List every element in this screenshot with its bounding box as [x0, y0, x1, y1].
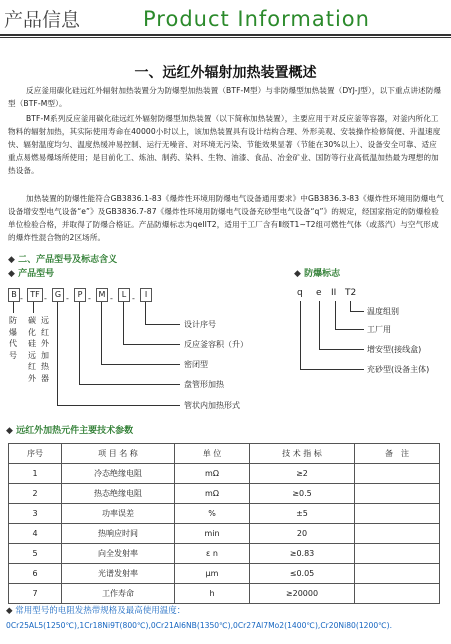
- cell-spec: ≥0.83: [250, 544, 355, 564]
- cell-unit: μm: [175, 564, 250, 584]
- cell-remark: [355, 484, 440, 504]
- model-dash: -: [132, 294, 135, 303]
- table-row: [9, 544, 440, 564]
- header-divider-thin: [0, 37, 451, 38]
- cell-no: 1: [9, 464, 62, 484]
- paragraph-3: 加热装置的防爆性能符合GB3836.1-83《爆炸性环境用防爆电气设备通用要求》中GB3836.3-83《爆炸性环境用防爆电气设备增安型电气设备“e”》及GB3836.7-87《爆炸性环境用防爆电气设备充砂型电气设备“q”》的规定，经国家指定的防爆检验单位检验合格，并取得了防爆合格证。产品防爆标志为qeIIT2，适用于工厂含有Ⅱ级T1~T2组可燃性气体（或蒸汽）与空气形成的爆炸性混合物的2区场所。: [8, 194, 444, 242]
- connector-line: [300, 301, 301, 369]
- explosion-desc-sand-filled: 充砂型(设备主体): [367, 365, 430, 374]
- cell-spec: ≥20000: [250, 584, 355, 604]
- table-row: [9, 584, 440, 604]
- connector-line: [13, 302, 14, 313]
- cell-no: 4: [9, 524, 62, 544]
- model-desc-sealed: 密闭型: [184, 360, 208, 369]
- cell-spec: ≥2: [250, 464, 355, 484]
- cell-item: 向全发射率: [62, 544, 175, 564]
- section-title: 一、远红外辐射加热装置概述: [134, 65, 317, 81]
- paragraph-1: 反应釜用碳化硅远红外辐射加热装置分为防爆型加热装置（BTF-M型）与非防爆型加热装置（DYJ-J型），以下重点讲述防爆型（BTF-M型）。: [8, 86, 442, 108]
- explosion-code-q: q: [297, 288, 303, 298]
- cell-unit: min: [175, 524, 250, 544]
- connector-line: [350, 311, 364, 312]
- table-row: [9, 524, 440, 544]
- cell-no: 5: [9, 544, 62, 564]
- connector-line: [335, 301, 336, 329]
- diamond-icon: ◆: [6, 426, 13, 436]
- connector-line: [300, 369, 364, 370]
- model-box-g: G: [52, 288, 64, 302]
- cell-remark: [355, 544, 440, 564]
- model-head-label: 产品型号: [18, 269, 55, 279]
- table-title-label: 远红外加热元件主要技术参数: [16, 426, 134, 436]
- col-header-no: 序号: [9, 444, 62, 464]
- connector-line: [101, 302, 102, 364]
- connector-line: [350, 301, 351, 311]
- explosion-desc-increased-safety: 增安型(接线盒): [367, 345, 422, 354]
- model-dash: -: [44, 294, 47, 303]
- cell-unit: h: [175, 584, 250, 604]
- model-dash: -: [88, 294, 91, 303]
- explosion-head-label: 防爆标志: [304, 269, 341, 279]
- page-header: [0, 0, 451, 38]
- model-box-p: P: [74, 288, 86, 302]
- cell-spec: ±5: [250, 504, 355, 524]
- connector-line: [33, 302, 34, 313]
- model-dash: -: [110, 294, 113, 303]
- explosion-code-ii: II: [331, 288, 337, 298]
- cell-remark: [355, 564, 440, 584]
- explosion-desc-temp-group: 温度组别: [367, 307, 399, 316]
- col-header-item: 项 目 名 称: [62, 444, 175, 464]
- vertical-label-heater: 远 红 外 加 热 器: [41, 316, 49, 383]
- connector-line: [101, 364, 180, 365]
- cell-unit: mΩ: [175, 484, 250, 504]
- spec-table: [8, 443, 440, 604]
- connector-line: [319, 301, 320, 349]
- footer-head: [6, 604, 185, 616]
- cell-remark: [355, 504, 440, 524]
- table-header-row: [9, 444, 440, 464]
- cell-item: 热响应时间: [62, 524, 175, 544]
- model-box-l: L: [118, 288, 130, 302]
- footer-head-label: 常用型号的电阻发热带规格及最高使用温度：: [15, 606, 186, 616]
- cell-item: 功率误差: [62, 504, 175, 524]
- model-head: [8, 266, 54, 279]
- explosion-code-e: e: [316, 288, 322, 298]
- cell-spec: ≤0.05: [250, 564, 355, 584]
- table-row: [9, 464, 440, 484]
- model-desc-volume: 反应釜容积（升）: [184, 340, 248, 349]
- connector-line: [79, 384, 180, 385]
- header-cn-title: 产品信息: [4, 9, 81, 31]
- section2-label: 二、产品型号及标志含义: [18, 255, 118, 265]
- cell-remark: [355, 464, 440, 484]
- connector-line: [145, 302, 146, 324]
- model-box-b: B: [8, 288, 20, 302]
- col-header-remark: 备 注: [355, 444, 440, 464]
- cell-item: 工作寿命: [62, 584, 175, 604]
- cell-spec: ≥0.5: [250, 484, 355, 504]
- section2-title: [8, 252, 117, 265]
- header-divider: [0, 34, 451, 36]
- table-row: [9, 564, 440, 584]
- cell-unit: mΩ: [175, 464, 250, 484]
- vertical-label-sic: 碳 化 硅 远 红 外: [28, 316, 36, 383]
- col-header-unit: 单 位: [175, 444, 250, 464]
- connector-line: [335, 329, 364, 330]
- cell-unit: %: [175, 504, 250, 524]
- cell-spec: 20: [250, 524, 355, 544]
- cell-no: 7: [9, 584, 62, 604]
- model-desc-tubular: 管状内加热形式: [184, 401, 240, 410]
- cell-no: 3: [9, 504, 62, 524]
- model-dash: -: [66, 294, 69, 303]
- explosion-desc-factory: 工厂用: [367, 325, 391, 334]
- cell-unit: ε n: [175, 544, 250, 564]
- vertical-label-explosion-code: 防 爆 代 号: [9, 316, 17, 360]
- cell-remark: [355, 524, 440, 544]
- diamond-icon: ◆: [8, 269, 15, 279]
- connector-line: [145, 324, 180, 325]
- header-en-title: Product Information: [143, 7, 370, 31]
- model-box-tf: TF: [27, 288, 43, 302]
- table-row: [9, 504, 440, 524]
- model-box-m: M: [96, 288, 108, 302]
- connector-line: [123, 344, 180, 345]
- cell-no: 2: [9, 484, 62, 504]
- cell-item: 冷态绝缘电阻: [62, 464, 175, 484]
- explosion-code-t2: T2: [345, 288, 357, 298]
- connector-line: [319, 349, 364, 350]
- col-header-spec: 技 术 指 标: [250, 444, 355, 464]
- connector-line: [79, 302, 80, 384]
- cell-item: 热态绝缘电阻: [62, 484, 175, 504]
- diamond-icon: ◆: [6, 606, 13, 616]
- cell-remark: [355, 584, 440, 604]
- connector-line: [123, 302, 124, 344]
- model-dash: -: [20, 294, 23, 303]
- connector-line: [57, 405, 180, 406]
- connector-line: [57, 302, 58, 405]
- cell-item: 光谱发射率: [62, 564, 175, 584]
- model-desc-coil: 盘管形加热: [184, 380, 224, 389]
- paragraph-2: BTF-M系列反应釜用碳化硅远红外辐射防爆型加热装置（以下简称加热装置），主要应用于对反应釜等容器，对釜内所化工物料的辐射加热，其实际使用寿命在40000小时以上，该加热装置具有设计结构合理、外形美观、安装操作检修简便、升温速度快、辐射温度均匀、温度热缓冲易控制、运行无噪音、对环境无污染、节能效果显著（节能在30%以上）、设备安全可靠、适应重点易燃易爆场所使用；是目前化工、炼油、制药、染料、生物、油漆、食品、冶金矿业、国防等行业高低温加热最为理想的加热设备。: [8, 114, 441, 175]
- diamond-icon: ◆: [8, 255, 15, 265]
- table-title: [6, 423, 133, 436]
- cell-no: 6: [9, 564, 62, 584]
- model-desc-design-no: 设计序号: [184, 320, 216, 329]
- footer-text: 0Cr25AL5(1250℃),1Cr18Ni9T(800℃),0Cr21Al6NB(1350℃),0Cr27Al7Mo2(1400℃),Cr20Ni80(1200℃).: [6, 621, 393, 630]
- table-row: [9, 484, 440, 504]
- explosion-head: [294, 266, 340, 279]
- model-box-i: I: [140, 288, 152, 302]
- diamond-icon: ◆: [294, 269, 301, 279]
